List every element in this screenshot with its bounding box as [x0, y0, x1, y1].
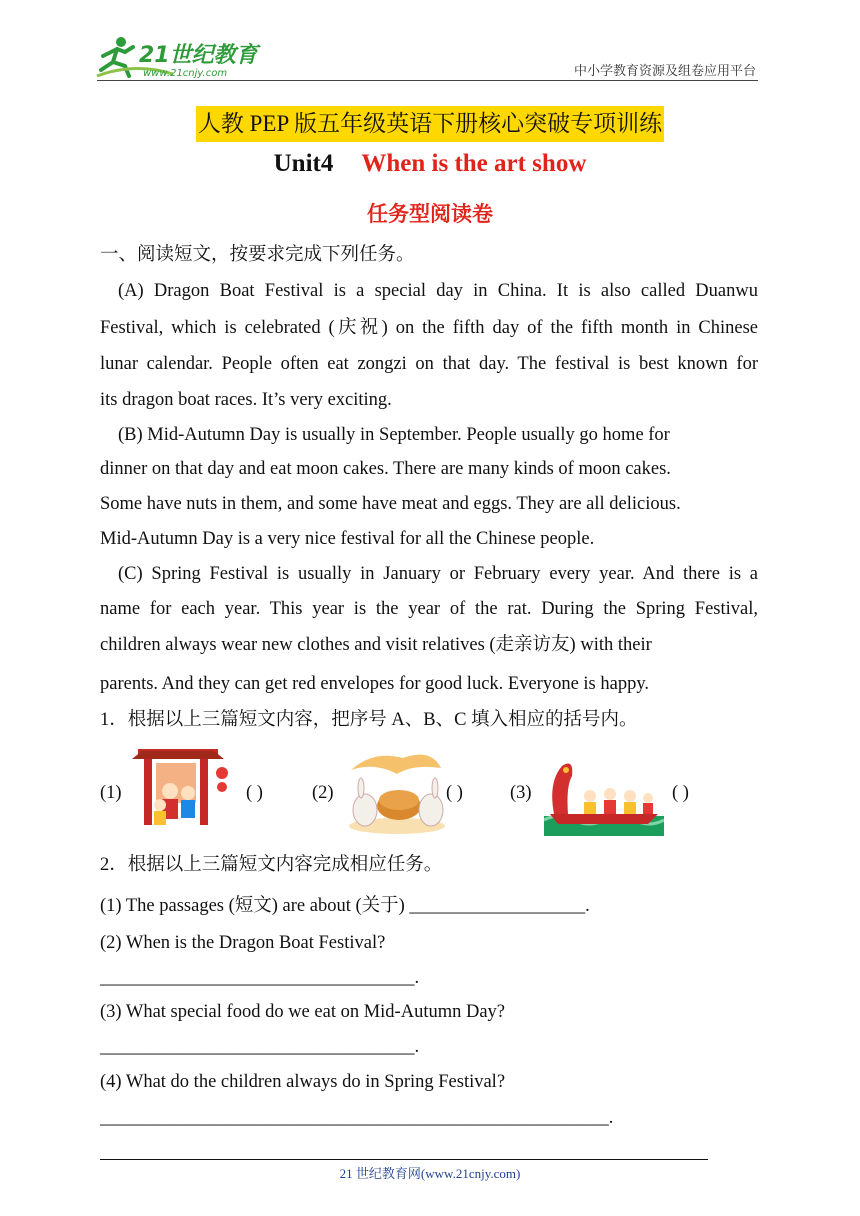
question-2: (2) When is the Dragon Boat Festival? [100, 933, 386, 953]
site-logo [95, 36, 265, 80]
footer-divider [100, 1159, 708, 1160]
passage-c-line: (C) Spring Festival is usually in January or February every year. And there is a [118, 564, 758, 584]
unit-label: Unit4 [273, 150, 334, 177]
unit-heading [0, 150, 860, 178]
answer-line-2[interactable]: __________________________________. [100, 968, 420, 988]
passage-a-line: its dragon boat races. It’s very exciting. [100, 390, 392, 410]
mid-autumn-moon-cakes-picture [343, 748, 449, 841]
header-divider [97, 80, 758, 81]
section-heading: 一、阅读短文，按要求完成下列任务。 [100, 245, 415, 265]
passage-c-line: name for each year. This year is the year of the rat. During the Spring Festival, [100, 599, 758, 619]
header-tagline: 中小学教育资源及组卷应用平台 [573, 63, 756, 78]
answer-blank[interactable]: ( ) [446, 783, 463, 803]
answer-blank[interactable]: ( ) [246, 783, 263, 803]
task1-item-number: (1) [100, 783, 122, 803]
passage-c-line: parents. And they can get red envelopes for good luck. Everyone is happy. [100, 674, 650, 694]
passage-b-line: Mid-Autumn Day is a very nice festival for all the Chinese people. [100, 529, 595, 549]
passage-c-line: children always wear new clothes and visit relatives (走亲访友) with their [100, 635, 652, 655]
passage-b-line: Some have nuts in them, and some have meat and eggs. They are all delicious. [100, 494, 681, 514]
task1-item-number: (2) [312, 783, 334, 803]
passage-b-line: (B) Mid-Autumn Day is usually in September. People usually go home for [118, 425, 670, 445]
spring-festival-family-picture [130, 743, 234, 840]
dragon-boat-race-picture [544, 752, 664, 841]
question-3: (3) What special food do we eat on Mid-Autumn Day? [100, 1002, 506, 1022]
answer-line-3[interactable]: __________________________________. [100, 1037, 420, 1057]
footer-link[interactable]: 21 世纪教育网(www.21cnjy.com) [339, 1166, 521, 1181]
passage-a-line: Festival, which is celebrated (庆祝) on the fifth day of the fifth month in Chinese [100, 318, 758, 338]
logo-wordmark: 21世纪教育 [139, 43, 258, 68]
question-1[interactable]: (1) The passages (短文) are about (关于) ___________________. [100, 896, 590, 916]
task2-instruction: 2．根据以上三篇短文内容完成相应任务。 [100, 855, 443, 875]
answer-line-4[interactable]: _______________________________________________________. [100, 1108, 614, 1128]
answer-blank[interactable]: ( ) [672, 783, 689, 803]
task1-instruction: 1．根据以上三篇短文内容，把序号 A、B、C 填入相应的括号内。 [100, 710, 638, 730]
unit-title: When is the art show [361, 150, 587, 177]
paper-type: 任务型阅读卷 [367, 202, 493, 226]
question-4: (4) What do the children always do in Spring Festival? [100, 1072, 506, 1092]
page-title: 人教 PEP 版五年级英语下册核心突破专项训练 [197, 111, 663, 136]
passage-a-line: (A) Dragon Boat Festival is a special day in China. It is also called Duanwu [118, 281, 758, 301]
passage-b-line: dinner on that day and eat moon cakes. There are many kinds of moon cakes. [100, 459, 671, 479]
task1-item-number: (3) [510, 783, 532, 803]
passage-a-line: lunar calendar. People often eat zongzi on that day. The festival is best known for [100, 354, 758, 374]
logo-url: www.21cnjy.com [143, 68, 228, 79]
